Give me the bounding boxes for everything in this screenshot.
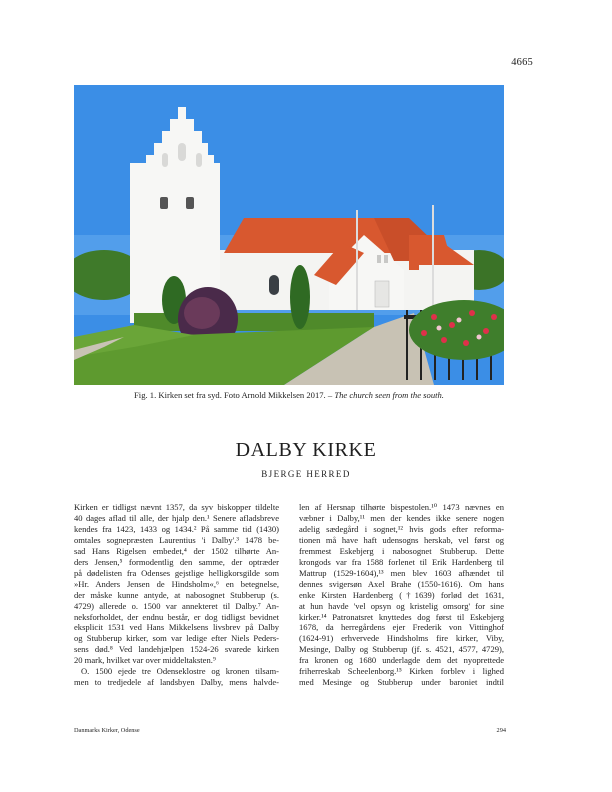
figure-caption [74, 390, 504, 401]
text-line: sens død.⁸ Ved landehjælpen 1524-26 svarede kirken [74, 644, 279, 655]
text-line: Mattrup (1529-1604),¹³ men blev 1603 afhændet til [299, 567, 504, 578]
text-line: friherreskab Scheelenborg.¹⁵ Kirken forblev i lighed [299, 666, 504, 677]
page-subtitle: BJERGE HERRED [261, 469, 351, 479]
page-number: 4665 [511, 57, 533, 68]
cypress-tree [290, 265, 310, 329]
church-photo [74, 85, 504, 385]
text-line: dennes svigersøn Axel Brahe (1550-1616). Om hans [299, 578, 504, 589]
text-line: Mesinge, Dalby og Stubberup (jf. s. 4521, 4577, 4729), [299, 644, 504, 655]
text-line: kendes fra 1423, 1433 og 1434.² På samme tid (1430) [74, 523, 279, 534]
caption-english: The church seen from the south. [334, 390, 444, 400]
church-door [375, 281, 389, 307]
text-line: adelig sædegård i sognet,¹² hvis gods efter reforma- [299, 523, 504, 534]
text-line: at hun havde 'vel opsyn og kristelig omsorg' for sine [299, 600, 504, 611]
text-line: 20 mark, hvilket var over middeltaksten.⁹ [74, 655, 216, 666]
text-line: og Stubberup kirker, som var ledige efter Niels Peders- [74, 633, 279, 644]
text-column-right [299, 502, 504, 688]
flagpole [356, 210, 358, 310]
text-line: enke Kirsten Hardenberg (†1639) forlød det 1631, [299, 589, 504, 600]
footer-publication: Danmarks Kirker, Odense [74, 727, 140, 734]
caption-separator: – [325, 390, 335, 400]
text-line: »Hr. Anders Jensen de Hindsholm«,⁶ en betegnelse, [74, 578, 279, 589]
text-line: sad Hans Rigelsen embedet,⁴ der 1502 tilhørte An- [74, 545, 279, 556]
text-line: men to tredjedele af landsbyen Dalby, mens halvde- [74, 677, 279, 688]
text-line: Kirken er tidligst nævnt 1357, da syv biskopper tildelte [74, 502, 279, 512]
text-line: der måske kunne antyde, at nabosognet Stubberup (s. [74, 589, 279, 600]
text-line: 40 dages aflad til alle, der hjalp den.¹ Senere afladsbreve [74, 512, 279, 523]
footer-page-number: 294 [496, 727, 506, 734]
page-title: DALBY KIRKE [235, 439, 377, 461]
text-line: omtales sognepræsten Laurentius 'i Dalby'.³ 1478 be- [74, 534, 279, 545]
text-line: (1624-91) erhvervede Hindsholms fire kirker, Viby, [299, 633, 504, 644]
text-line: væbner i Dalby,¹¹ men der kendes ikke senere nogen [299, 512, 504, 523]
text-line: fra kronen og 1680 underlagde dem det nyoprettede [299, 655, 504, 666]
text-column-left [74, 502, 279, 688]
text-line: 1678, da herregårdens ejer Frederik von Vittinghof [299, 622, 504, 633]
text-line: kirker.¹⁴ Patronatsret knyttedes dog først til Eskebjerg [299, 611, 504, 622]
text-line: fremmest Eskebjerg i nabosognet Stubberup. Dette [299, 545, 504, 556]
text-line: tionen må have haft udensogns herskab, vel først og [299, 534, 504, 545]
text-line: 4729) allerede o. 1500 var annekteret til Dalby.⁷ An- [74, 600, 279, 611]
text-line: krongods var fra 1588 forlenet til Erik Hardenberg til [299, 556, 504, 567]
text-line: len af Hersnap tilhørte bispestolen.¹⁰ 1473 nævnes en [299, 502, 504, 512]
text-line: eksplicit 1531 ved Hans Mikkelsens livsbrev på Dalby [74, 622, 279, 633]
text-line: med Mesinge og Stubberup under baroniet indtil [299, 677, 504, 688]
text-line: O. 1500 ejede tre Odenseklostre og kronen tilsam- [81, 666, 279, 677]
church-window [269, 275, 279, 295]
text-line: ders Jensen,⁵ formodentlig den samme, der optræder [74, 556, 279, 567]
caption-text: Fig. 1. Kirken set fra syd. Foto Arnold Mikkelsen 2017. [134, 390, 326, 400]
text-line: på dødelisten fra Odenses gejstlige helligkorsgilde som [74, 567, 279, 578]
text-line: neksforholdet, der endnu består, er dog tidligst bevidnet [74, 611, 279, 622]
